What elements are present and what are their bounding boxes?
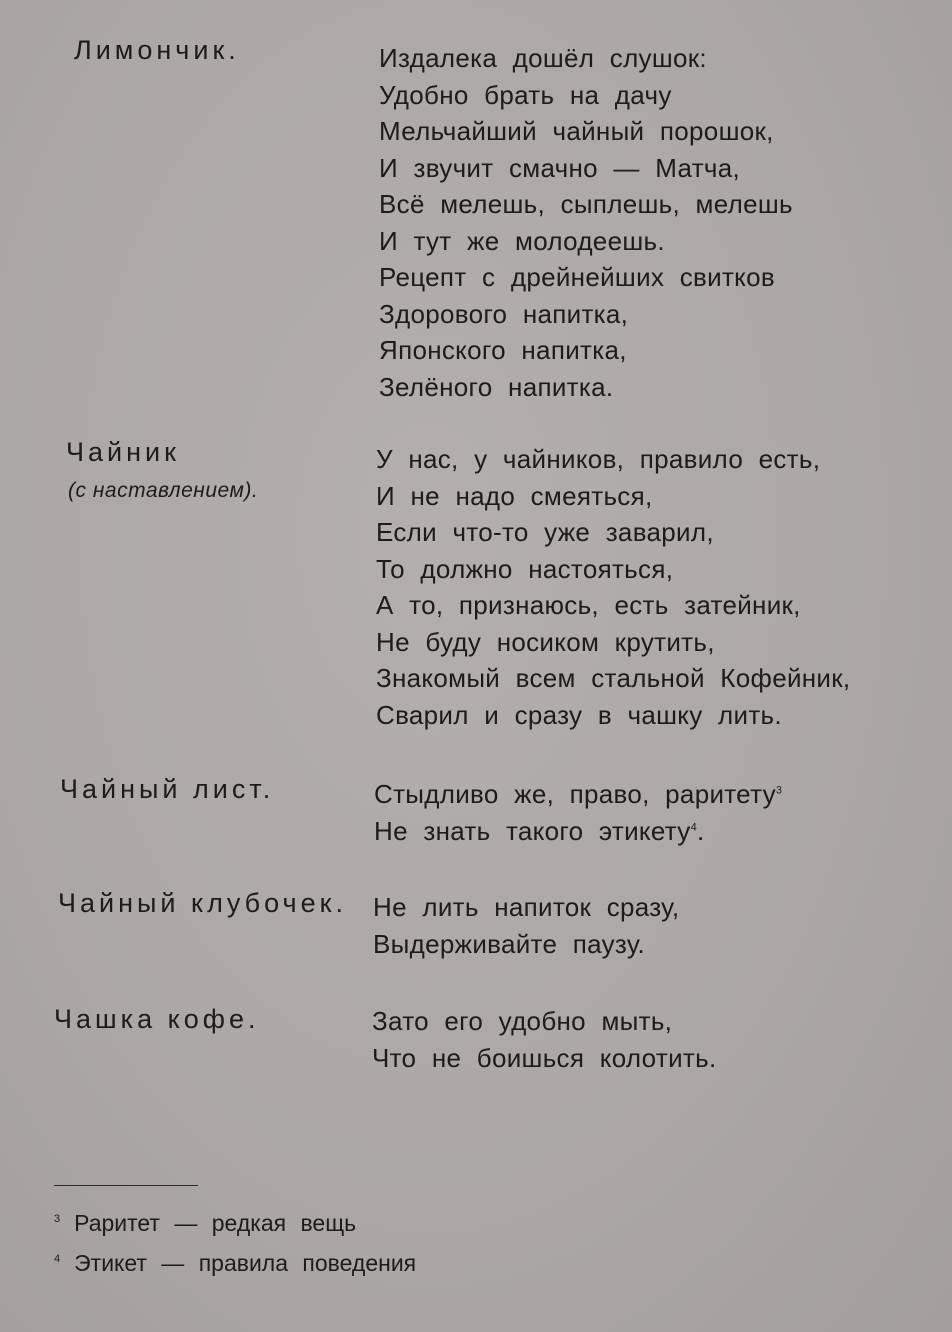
speaker-name: Чашка кофе. [54,1004,260,1034]
verse-line: Сварил и сразу в чашку лить. [376,699,782,730]
footnote-text: Этикет — правила поведения [74,1250,417,1276]
verse-line: Издалека дошёл слушок: [379,43,707,73]
verse-line-text: Не знать такого этикету [374,815,691,846]
verse-line: Удобно брать на дачу [379,79,672,110]
verse-line: Японского напитка, [379,335,627,365]
speaker-name: Чайник [66,437,180,467]
speaker-name: Лимончик. [74,35,240,65]
footnote [54,1250,416,1277]
footnote-mark: 4 [54,1253,61,1266]
speaker-name: Чайный лист. [60,774,275,804]
verse-line: Выдерживайте паузу. [373,928,646,959]
verse-line [374,813,782,850]
verse-line: Не лить напиток сразу, [373,892,680,922]
verse-line: Зато его удобно мыть, [372,1006,673,1036]
footnote-ref: 3 [775,784,783,797]
verse-line: Знакомый всем стальной Кофейник, [376,663,851,693]
verse-line-tail: . [697,815,705,846]
verse-lines [374,776,782,849]
verse-line: Рецепт с дрейнейших свитков [379,262,775,292]
verse-line: И звучит смачно — Матча, [379,152,741,183]
verse-line: Зелёного напитка. [379,371,614,402]
verse-line: Всё мелешь, сыплешь, мелешь [379,189,793,219]
verse-line: А то, признаюсь, есть затейник, [376,590,801,620]
verse-lines [376,441,850,733]
verse-line: Если что-то уже заварил, [376,517,714,547]
footnote-mark: 3 [54,1213,61,1226]
verse-lines [373,889,679,962]
verse-line: Мельчайший чайный порошок, [379,116,774,146]
speaker-name: Чайный клубочек. [58,888,347,918]
verse-lines [379,40,793,405]
verse-line [374,776,782,813]
verse-line: То должно настояться, [376,553,674,584]
footnote-text: Раритет — редкая вещь [74,1210,357,1236]
verse-line: Здорового напитка, [379,298,629,329]
verse-line: Не буду носиком крутить, [376,626,715,657]
verse-line-text: Стыдливо же, право, раритету [374,779,776,809]
verse-line: У нас, у чайников, правило есть, [376,444,821,474]
footnote-divider [54,1185,198,1186]
stage-direction: (с наставлением). [68,479,259,502]
footnote [54,1210,356,1237]
verse-line: Что не боишься колотить. [372,1042,717,1073]
footnote-ref: 4 [690,820,698,833]
verse-lines [372,1003,716,1076]
verse-line: И тут же молодеешь. [379,225,665,256]
verse-line: И не надо смеяться, [376,480,653,511]
